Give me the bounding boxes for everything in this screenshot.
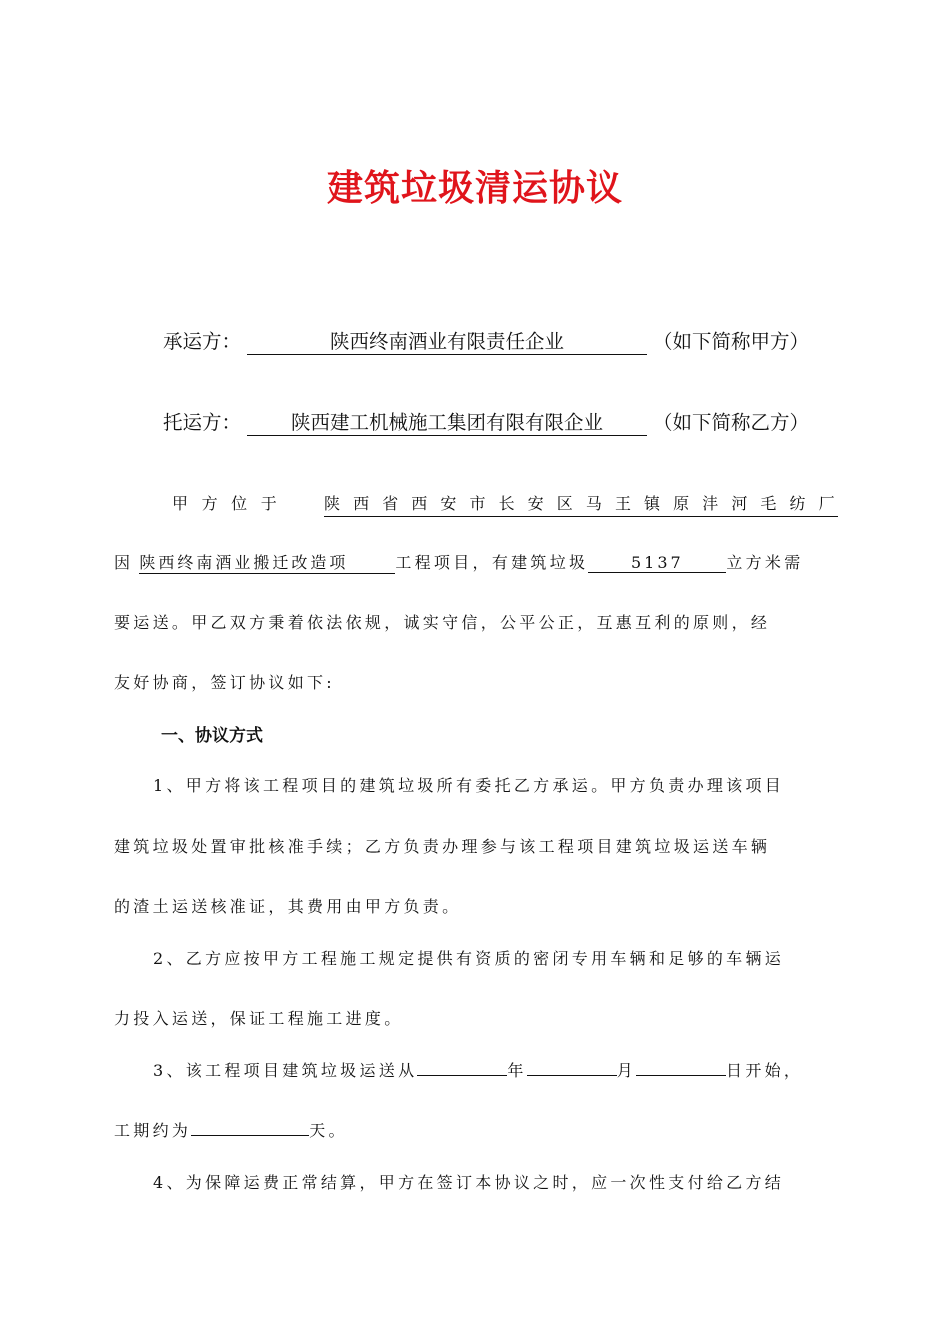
- lead-char: 方: [201, 494, 221, 513]
- s1-p2-line-1: 2、乙方应按甲方工程施工规定提供有资质的密闭专用车辆和足够的车辆运: [153, 949, 785, 968]
- location-char: 省: [382, 494, 402, 513]
- intro-l2-b: 工程项目，有建筑垃圾: [395, 553, 589, 572]
- s1-p1-line-2: 建筑垃圾处置审批核准手续；乙方负责办理参与该工程项目建筑垃圾运送车辆: [114, 837, 771, 856]
- s1-p3-year: 年: [507, 1061, 527, 1080]
- year-blank: [417, 1061, 507, 1076]
- month-blank: [527, 1061, 617, 1076]
- intro-line-2: [114, 550, 838, 574]
- s1-p3-line-1: [153, 1058, 838, 1081]
- s1-p1-line-1: 1、甲方将该工程项目的建筑垃圾所有委托乙方承运。甲方负责办理该项目: [153, 776, 785, 795]
- party-b-line: [163, 407, 809, 436]
- location-char: 马: [585, 494, 606, 513]
- duration-blank: [191, 1121, 309, 1136]
- location-char: 市: [469, 494, 489, 513]
- lead-char: 甲: [172, 494, 192, 513]
- intro-location: [324, 491, 838, 517]
- location-char: 厂: [818, 494, 838, 513]
- location-char: 镇: [644, 494, 664, 513]
- intro-l2-a: 因: [114, 553, 134, 572]
- location-char: 安: [527, 494, 547, 513]
- location-char: 长: [498, 494, 518, 513]
- project-name: 陕西终南酒业搬迁改造项: [139, 550, 395, 574]
- location-char: 安: [440, 494, 460, 513]
- s1-p3-l2-a: 工期约为: [114, 1121, 192, 1140]
- location-char: 原: [673, 494, 693, 513]
- intro-line-4: 友好协商，签订协议如下:: [114, 673, 335, 692]
- location-char: 纺: [789, 494, 809, 513]
- location-char: 陕: [324, 494, 344, 513]
- s1-p1-line-3: 的渣土运送核准证，其费用由甲方负责。: [114, 897, 462, 916]
- location-char: 王: [614, 494, 635, 513]
- intro-line-3: 要运送。甲乙双方秉着依法依规，诚实守信，公平公正，互惠互利的原则，经: [114, 613, 771, 632]
- s1-p3-a: 3、该工程项目建筑垃圾运送从: [153, 1061, 418, 1080]
- s1-p2-line-2: 力投入运送，保证工程施工进度。: [114, 1009, 404, 1028]
- s1-p4-line-1: 4、为保障运费正常结算，甲方在签订本协议之时，应一次性支付给乙方结: [153, 1173, 785, 1192]
- location-char: 河: [731, 494, 751, 513]
- lead-char: 位: [231, 494, 251, 513]
- s1-p3-l2-b: 天。: [309, 1121, 348, 1140]
- party-a-line: [163, 326, 809, 355]
- s1-p3-month: 月: [616, 1061, 637, 1080]
- party-a-label: 承运方：: [163, 330, 242, 353]
- party-b-note: （如下简称乙方）: [653, 411, 810, 434]
- party-a-name: 陕西终南酒业有限责任企业: [247, 326, 647, 355]
- party-b-label: 托运方：: [163, 411, 242, 434]
- intro-l2-c: 立方米需: [726, 553, 804, 572]
- s1-p3-day: 日开始，: [726, 1061, 804, 1080]
- location-char: 西: [411, 494, 431, 513]
- party-b-name: 陕西建工机械施工集团有限有限企业: [247, 407, 647, 436]
- section-1-heading: 一、协议方式: [161, 726, 263, 746]
- location-char: 区: [556, 494, 577, 513]
- s1-p3-line-2: [114, 1118, 838, 1141]
- document-title: 建筑垃圾清运协议: [326, 167, 623, 209]
- intro-lead: [172, 491, 280, 514]
- day-blank: [636, 1061, 726, 1076]
- volume-value: 5137: [588, 553, 726, 573]
- lead-char: 于: [260, 494, 280, 513]
- party-a-note: （如下简称甲方）: [653, 330, 810, 353]
- location-char: 西: [353, 494, 373, 513]
- location-char: 毛: [760, 494, 780, 513]
- location-char: 沣: [702, 494, 722, 513]
